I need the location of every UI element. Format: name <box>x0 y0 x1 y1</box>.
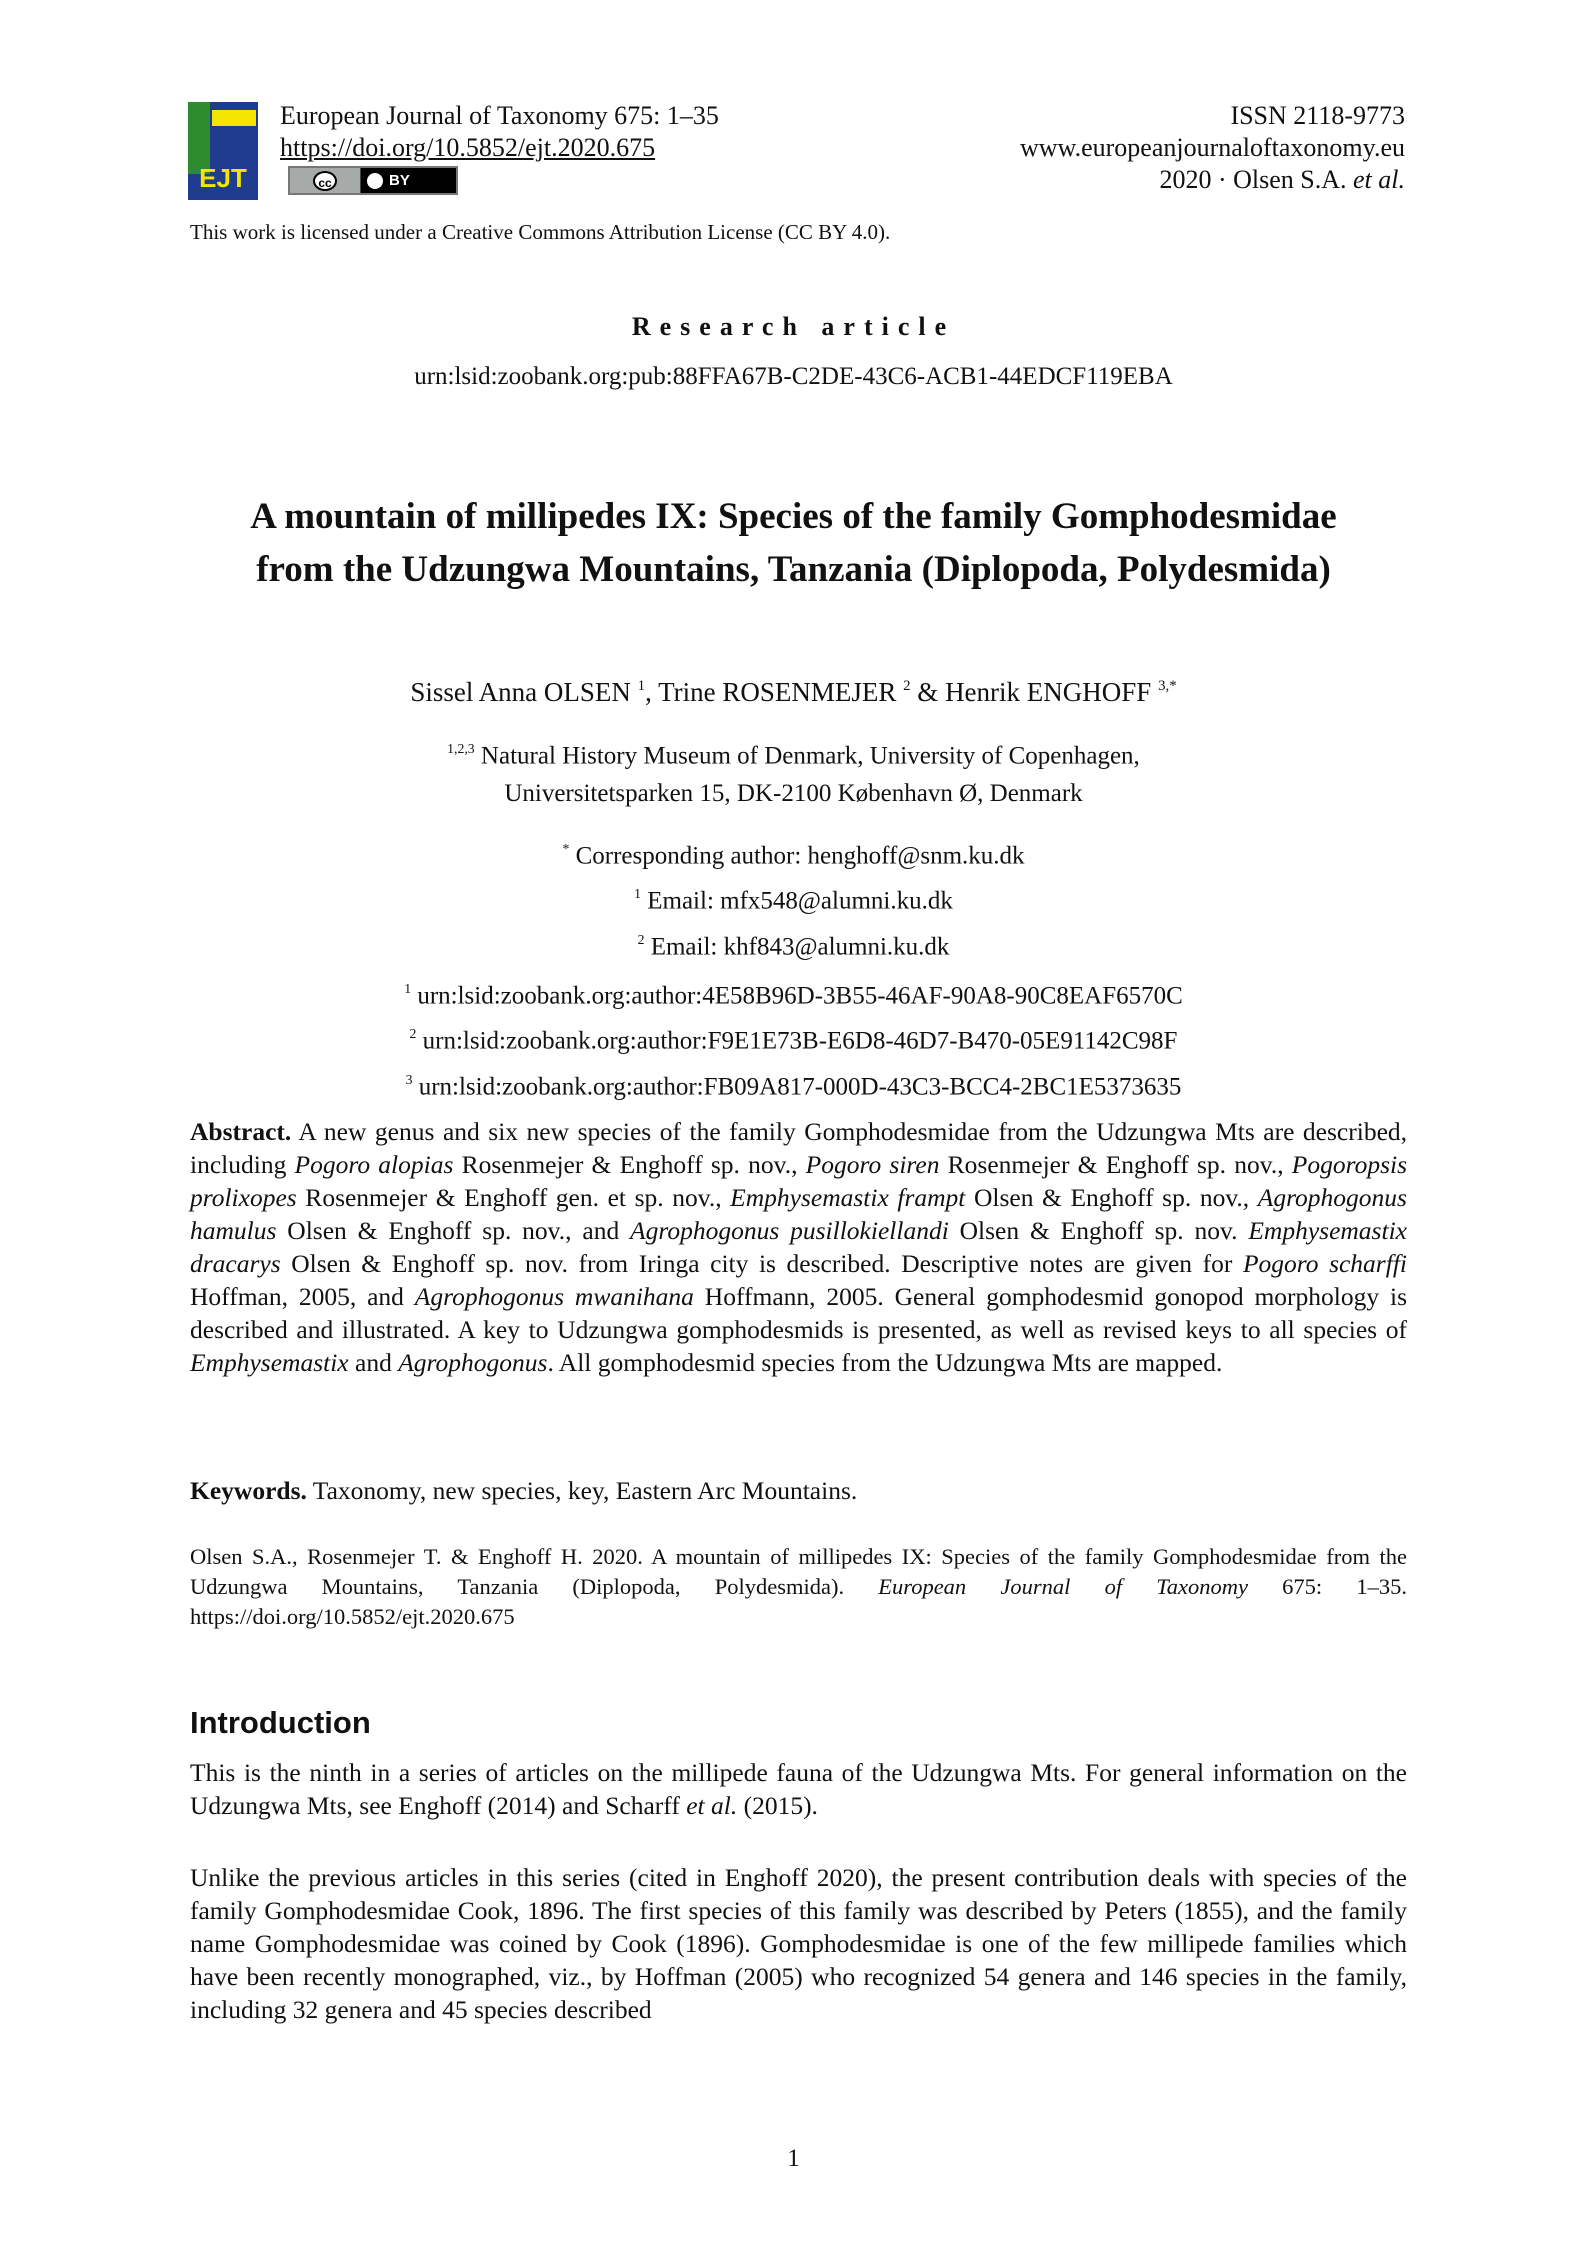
keywords: Keywords. Taxonomy, new species, key, Eastern Arc Mountains. <box>190 1476 858 1505</box>
license-statement: This work is licensed under a Creative Commons Attribution License (CC BY 4.0). <box>190 220 891 244</box>
email-author-1: $^1$ Email: mfx548@alumni.ku.dk <box>634 886 953 915</box>
cc-icon: cc <box>290 168 361 193</box>
affiliation: $^{1,2,3}$ Natural History Museum of Denmark, University of Copenhagen, Universitetsparken 15, DK-2100 København Ø, Denmark <box>447 741 1140 808</box>
author-list: Sissel Anna OLSEN $^1$, Trine ROSENMEJER $^2$ & Henrik ENGHOFF $^{3,*}$ <box>410 677 1177 707</box>
how-to-cite: Olsen S.A., Rosenmejer T. & Enghoff H. 2020. A mountain of millipedes IX: Species of the family Gomphodesmidae from the Udzungwa Mountains, Tanzania (Diplopoda, Polydesmida). European Journal of Taxonomy 675: 1–35. https://doi.org/10.5852/ejt.2020.675 <box>190 1544 1407 1629</box>
by-label: BY <box>389 172 410 189</box>
lsid-author-1: $^1$ urn:lsid:zoobank.org:author:4E58B96D-3B55-46AF-90A8-90C8EAF6570C <box>404 981 1183 1010</box>
page-number: 1 <box>787 2145 800 2172</box>
article-type: Research article <box>631 312 956 341</box>
intro-paragraph-2: Unlike the previous articles in this series (cited in Enghoff 2020), the present contribution deals with species of the family Gomphodesmidae Cook, 1896. The first species of this family was described by Peters (1855), and the family name Gomphodesmidae was coined by Cook (1896). Gomphodesmidae is one of the few millipede families which have been recently monographed, viz., by Hoffman (2005) who recognized 54 genera and 146 species in the family, including 32 genera and 45 species described <box>190 1863 1407 2024</box>
email-author-2: $^2$ Email: khf843@alumni.ku.dk <box>637 931 950 960</box>
ejt-logo <box>188 102 258 200</box>
author-zoobank-lsids <box>0 970 1587 1106</box>
title-line-1: A mountain of millipedes IX: Species of the family Gomphodesmidae <box>250 496 1337 537</box>
zoobank-publication-lsid: urn:lsid:zoobank.org:pub:88FFA67B-C2DE-43C6-ACB1-44EDCF119EBA <box>414 363 1173 390</box>
journal-website[interactable]: www.europeanjournaloftaxonomy.eu <box>1019 133 1405 162</box>
section-heading-introduction: Introduction <box>190 1705 371 1740</box>
et-al: et al. <box>1353 165 1405 194</box>
lsid-author-2: $^2$ urn:lsid:zoobank.org:author:F9E1E73B-E6D8-46D7-B470-05E91142C98F <box>409 1026 1178 1055</box>
contact-emails <box>0 830 1587 966</box>
title-line-2: from the Udzungwa Mountains, Tanzania (Diplopoda, Polydesmida) <box>256 549 1331 590</box>
author-1: Sissel Anna OLSEN <box>410 677 631 707</box>
lsid-author-3: $^3$ urn:lsid:zoobank.org:author:FB09A817-000D-43C3-BCC4-2BC1E5373635 <box>405 1071 1182 1100</box>
abstract-label: Abstract. <box>190 1117 292 1146</box>
journal-volume-pages: European Journal of Taxonomy 675: 1–35 <box>280 101 719 130</box>
logo-text: EJT <box>199 163 247 193</box>
author-2: Trine ROSENMEJER <box>658 677 897 707</box>
keywords-label: Keywords. <box>190 1476 307 1505</box>
copyright-line: 2020 · Olsen S.A. et al. <box>1159 165 1405 194</box>
corresponding-author: * Corresponding author: henghoff@snm.ku.dk <box>562 841 1025 870</box>
attribution-person-icon <box>367 173 383 189</box>
abstract: Abstract. A new genus and six new species of the family Gomphodesmidae from the Udzungwa Mts are described, including Pogoro alopias Rosenmejer & Enghoff sp. nov., Pogoro siren Rosenmejer & Enghoff sp. nov., Pogoropsis prolixopes Rosenmejer & Enghoff gen. et sp. nov., Emphysemastix frampt Olsen & Enghoff sp. nov., Agrophogonus hamulus Olsen & Enghoff sp. nov., and Agrophogonus pusillokiellandi Olsen & Enghoff sp. nov. Emphysemastix dracarys Olsen & Enghoff sp. nov. from Iringa city is described. Descriptive notes are given for Pogoro scharffi Hoffman, 2005, and Agrophogonus mwanihana Hoffmann, 2005. General gomphodesmid gonopod morphology is described and illustrated. A key to Udzungwa gomphodesmids is presented, as well as revised keys to all species of Emphysemastix and Agrophogonus. All gomphodesmid species from the Udzungwa Mts are mapped. <box>190 1117 1408 1377</box>
author-3: Henrik ENGHOFF <box>945 677 1152 707</box>
article-title <box>0 490 1587 596</box>
article-doi-link[interactable]: https://doi.org/10.5852/ejt.2020.675 <box>280 133 656 162</box>
intro-paragraph-1: This is the ninth in a series of articles on the millipede fauna of the Udzungwa Mts. For general information on the Udzungwa Mts, see Enghoff (2014) and Scharff et al. (2015). <box>190 1758 1407 1820</box>
cc-by-license-badge[interactable] <box>288 166 458 195</box>
issn: ISSN 2118-9773 <box>1230 101 1405 130</box>
